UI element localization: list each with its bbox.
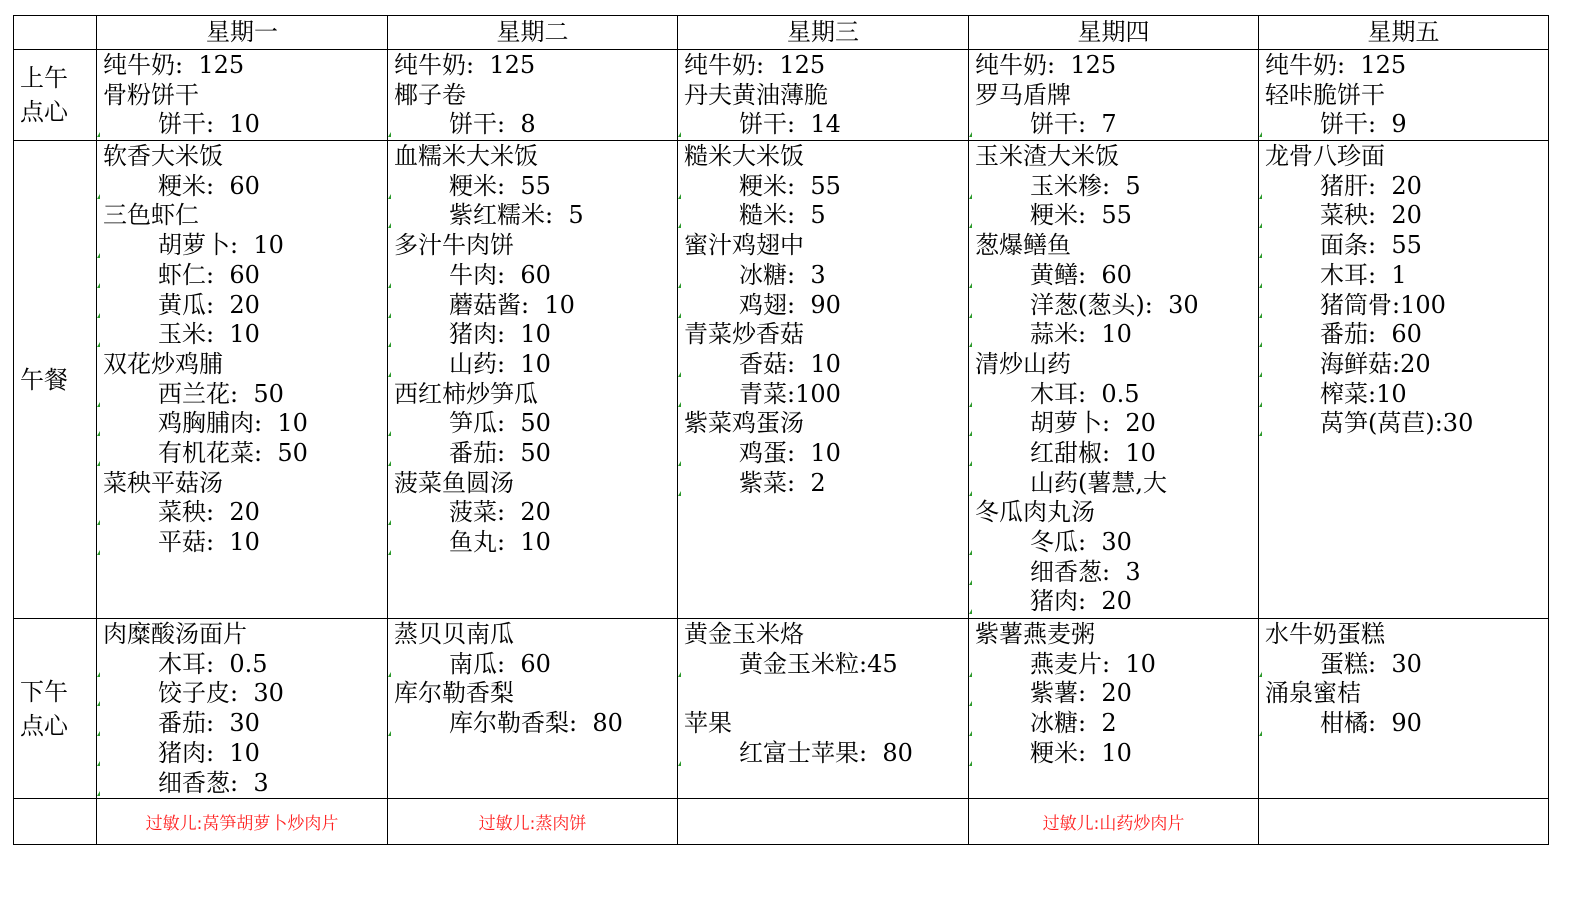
ingredient-line: 糙米: 5 — [684, 201, 968, 231]
dish-name: 双花炒鸡脯 — [103, 349, 223, 378]
meal-label-morning-snack — [14, 50, 97, 141]
menu-cell — [97, 619, 388, 799]
day-header-mon: 星期一 — [97, 16, 388, 50]
ingredient-line: 红甜椒: 10 — [975, 439, 1258, 469]
ingredient-line: 猪筒骨:100 — [1265, 291, 1548, 321]
day-header-fri: 星期五 — [1259, 16, 1549, 50]
ingredient-line: 饼干: 9 — [1265, 110, 1548, 140]
menu-cell — [678, 50, 969, 141]
ingredient-line: 鸡翅: 90 — [684, 291, 968, 321]
ingredient-line: 莴笋(莴苣):30 — [1265, 409, 1548, 439]
ingredient-line: 猪肉: 10 — [394, 320, 677, 350]
dish-name: 椰子卷 — [394, 80, 466, 109]
meal-label-line: 午餐 — [20, 365, 68, 394]
dish-name: 软香大米饭 — [103, 142, 223, 171]
ingredient-line: 胡萝卜: 20 — [975, 409, 1258, 439]
ingredient-line: 青菜:100 — [684, 380, 968, 410]
dish-name: 菜秧平菇汤 — [103, 468, 223, 497]
ingredient-line: 胡萝卜: 10 — [103, 231, 387, 261]
allergy-note-fri — [1259, 799, 1549, 845]
allergy-note-thu — [969, 799, 1259, 845]
weekly-menu-table — [13, 15, 1549, 845]
ingredient-line: 番茄: 50 — [394, 439, 677, 469]
meal-label-line: 点心 — [20, 711, 68, 740]
ingredient-line: 饼干: 14 — [684, 110, 968, 140]
header-row — [14, 16, 1549, 50]
allergy-label-cell — [14, 799, 97, 845]
ingredient-line: 饼干: 8 — [394, 110, 677, 140]
menu-cell — [969, 619, 1259, 799]
ingredient-line: 平菇: 10 — [103, 528, 387, 558]
allergy-note-tue — [388, 799, 678, 845]
dish-name: 纯牛奶: 125 — [975, 51, 1117, 79]
ingredient-line: 木耳: 0.5 — [975, 380, 1258, 410]
ingredient-line: 山药(薯慧,大 — [975, 469, 1258, 499]
menu-cell — [969, 50, 1259, 141]
ingredient-line: 番茄: 60 — [1265, 320, 1548, 350]
ingredient-line: 粳米: 55 — [394, 172, 677, 202]
allergy-note: 过敏儿:蒸肉饼 — [478, 814, 587, 835]
ingredient-line: 燕麦片: 10 — [975, 650, 1258, 680]
corner-cell — [14, 16, 97, 50]
dish-name: 血糯米大米饭 — [394, 142, 538, 171]
ingredient-line: 西兰花: 50 — [103, 380, 387, 410]
ingredient-line: 猪肉: 10 — [103, 739, 387, 769]
ingredient-line: 粳米: 10 — [975, 739, 1258, 769]
dish-name: 多汁牛肉饼 — [394, 231, 514, 260]
ingredient-line: 蒜米: 10 — [975, 320, 1258, 350]
ingredient-line: 香菇: 10 — [684, 350, 968, 380]
dish-name: 紫菜鸡蛋汤 — [684, 409, 804, 438]
ingredient-line: 鸡胸脯肉: 10 — [103, 409, 387, 439]
dish-name: 三色虾仁 — [103, 201, 199, 230]
ingredient-line: 猪肝: 20 — [1265, 172, 1548, 202]
ingredient-line: 红富士苹果: 80 — [684, 739, 968, 769]
ingredient-line: 木耳: 1 — [1265, 261, 1548, 291]
ingredient-line: 黄金玉米粒:45 — [684, 650, 968, 680]
ingredient-line: 玉米糁: 5 — [975, 172, 1258, 202]
allergy-note: 过敏儿:莴笋胡萝卜炒肉片 — [145, 814, 339, 835]
ingredient-line: 紫菜: 2 — [684, 469, 968, 499]
ingredient-line: 紫薯: 20 — [975, 679, 1258, 709]
row-afternoon-snack — [14, 619, 1549, 799]
menu-cell — [1259, 619, 1549, 799]
dish-name: 纯牛奶: 125 — [103, 51, 245, 79]
dish-name: 肉糜酸汤面片 — [103, 620, 247, 649]
ingredient-line: 粳米: 55 — [975, 201, 1258, 231]
day-header-wed: 星期三 — [678, 16, 969, 50]
ingredient-line: 鸡蛋: 10 — [684, 439, 968, 469]
dish-name: 纯牛奶: 125 — [1265, 51, 1407, 79]
ingredient-line: 粳米: 55 — [684, 172, 968, 202]
meal-label-line: 下午 — [20, 677, 68, 706]
dish-name: 玉米渣大米饭 — [975, 142, 1119, 171]
ingredient-line: 猪肉: 20 — [975, 587, 1258, 617]
menu-cell — [388, 50, 678, 141]
ingredient-line: 黄瓜: 20 — [103, 291, 387, 321]
ingredient-line: 洋葱(葱头): 30 — [975, 291, 1258, 321]
ingredient-line: 柑橘: 90 — [1265, 709, 1548, 739]
dish-name: 糙米大米饭 — [684, 142, 804, 171]
ingredient-line: 玉米: 10 — [103, 320, 387, 350]
ingredient-line: 粳米: 60 — [103, 172, 387, 202]
ingredient-line: 菜秧: 20 — [1265, 201, 1548, 231]
dish-name: 骨粉饼干 — [103, 80, 199, 109]
ingredient-line: 面条: 55 — [1265, 231, 1548, 261]
ingredient-line: 海鲜菇:20 — [1265, 350, 1548, 380]
ingredient-line: 榨菜:10 — [1265, 380, 1548, 410]
ingredient-line: 细香葱: 3 — [975, 558, 1258, 588]
allergy-note-wed — [678, 799, 969, 845]
dish-name: 轻咔脆饼干 — [1265, 80, 1385, 109]
dish-name: 龙骨八珍面 — [1265, 142, 1385, 171]
ingredient-line: 有机花菜: 50 — [103, 439, 387, 469]
menu-cell — [388, 141, 678, 619]
dish-name: 纯牛奶: 125 — [394, 51, 536, 79]
ingredient-line: 蛋糕: 30 — [1265, 650, 1548, 680]
ingredient-line: 冬瓜: 30 — [975, 528, 1258, 558]
meal-label-line: 点心 — [20, 98, 68, 127]
allergy-note-mon — [97, 799, 388, 845]
day-header-tue: 星期二 — [388, 16, 678, 50]
meal-label-afternoon-snack — [14, 619, 97, 799]
ingredient-line: 黄鳝: 60 — [975, 261, 1258, 291]
menu-cell — [1259, 50, 1549, 141]
dish-name: 苹果 — [684, 709, 732, 738]
dish-name: 紫薯燕麦粥 — [975, 620, 1095, 649]
dish-name: 纯牛奶: 125 — [684, 51, 826, 79]
row-morning-snack — [14, 50, 1549, 141]
dish-name: 清炒山药 — [975, 349, 1071, 378]
day-header-thu: 星期四 — [969, 16, 1259, 50]
allergy-note: 过敏儿:山药炒肉片 — [1042, 814, 1185, 835]
row-allergy-notes — [14, 799, 1549, 845]
ingredient-line: 饼干: 10 — [103, 110, 387, 140]
ingredient-line: 蘑菇酱: 10 — [394, 291, 677, 321]
dish-name: 葱爆鳝鱼 — [975, 231, 1071, 260]
menu-cell — [678, 141, 969, 619]
dish-name: 菠菜鱼圆汤 — [394, 468, 514, 497]
ingredient-line: 木耳: 0.5 — [103, 650, 387, 680]
ingredient-line: 鱼丸: 10 — [394, 528, 677, 558]
ingredient-line: 菜秧: 20 — [103, 498, 387, 528]
menu-cell — [1259, 141, 1549, 619]
ingredient-line: 饼干: 7 — [975, 110, 1258, 140]
ingredient-line: 细香葱: 3 — [103, 769, 387, 799]
meal-label-lunch — [14, 141, 97, 619]
dish-name: 冬瓜肉丸汤 — [975, 498, 1095, 527]
meal-label-line: 上午 — [20, 64, 68, 93]
dish-name: 黄金玉米烙 — [684, 620, 804, 649]
menu-cell — [97, 50, 388, 141]
row-lunch — [14, 141, 1549, 619]
dish-name — [684, 679, 968, 709]
menu-cell — [388, 619, 678, 799]
dish-name: 涌泉蜜桔 — [1265, 679, 1361, 708]
ingredient-line: 笋瓜: 50 — [394, 409, 677, 439]
dish-name: 丹夫黄油薄脆 — [684, 80, 828, 109]
ingredient-line: 饺子皮: 30 — [103, 679, 387, 709]
ingredient-line: 冰糖: 3 — [684, 261, 968, 291]
dish-name: 库尔勒香梨 — [394, 679, 514, 708]
dish-name: 蒸贝贝南瓜 — [394, 620, 514, 649]
menu-cell — [678, 619, 969, 799]
ingredient-line: 紫红糯米: 5 — [394, 201, 677, 231]
dish-name: 蜜汁鸡翅中 — [684, 231, 804, 260]
menu-cell — [97, 141, 388, 619]
ingredient-line: 南瓜: 60 — [394, 650, 677, 680]
ingredient-line: 冰糖: 2 — [975, 709, 1258, 739]
dish-name: 西红柿炒笋瓜 — [394, 379, 538, 408]
menu-cell — [969, 141, 1259, 619]
ingredient-line: 虾仁: 60 — [103, 261, 387, 291]
dish-name: 水牛奶蛋糕 — [1265, 620, 1385, 649]
dish-name: 罗马盾牌 — [975, 80, 1071, 109]
ingredient-line: 牛肉: 60 — [394, 261, 677, 291]
dish-name: 青菜炒香菇 — [684, 320, 804, 349]
ingredient-line: 番茄: 30 — [103, 709, 387, 739]
ingredient-line: 库尔勒香梨: 80 — [394, 709, 677, 739]
ingredient-line: 菠菜: 20 — [394, 498, 677, 528]
ingredient-line: 山药: 10 — [394, 350, 677, 380]
